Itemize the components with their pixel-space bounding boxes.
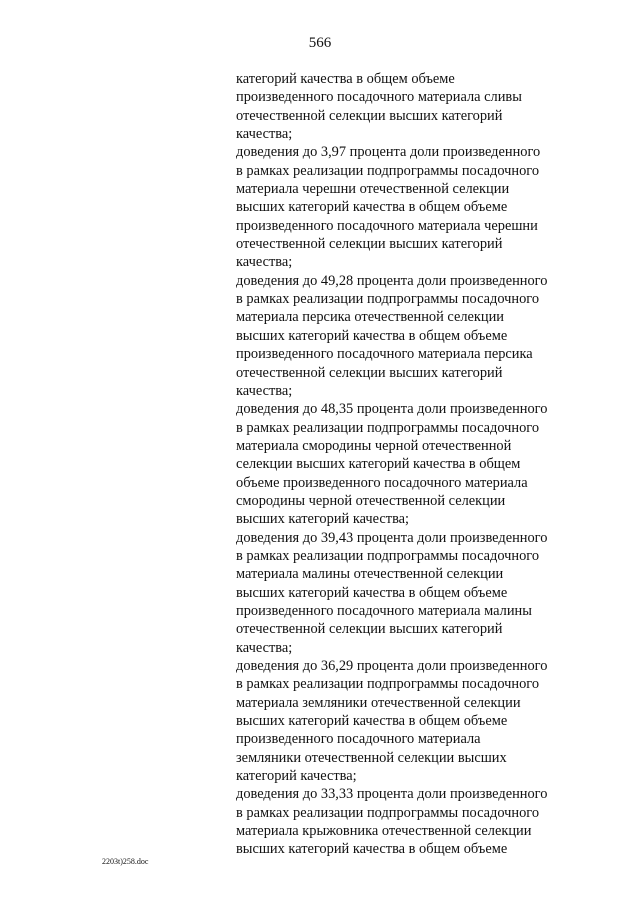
text-line: отечественной селекции высших категорий — [236, 621, 503, 638]
text-line: высших категорий качества в общем объеме — [236, 584, 508, 601]
text-line: материала персика отечественной селекции — [236, 309, 504, 326]
text-line: земляники отечественной селекции высших — [236, 749, 507, 766]
text-line: в рамках реализации подпрограммы посадочного — [236, 547, 540, 564]
text-line: высших категорий качества; — [236, 511, 410, 528]
text-line: высших категорий качества в общем объеме — [236, 841, 508, 858]
text-line: произведенного посадочного материала сливы — [236, 89, 522, 106]
text-line: категорий качества; — [236, 768, 357, 785]
text-line: произведенного посадочного материала малины — [236, 602, 532, 619]
text-line: материала малины отечественной селекции — [236, 566, 504, 583]
text-line: доведения до 39,43 процента доли произведенного — [236, 529, 548, 546]
text-line: в рамках реализации подпрограммы посадочного — [236, 676, 540, 693]
text-line: доведения до 49,28 процента доли произведенного — [236, 272, 548, 289]
text-line: в рамках реализации подпрограммы посадочного — [236, 291, 540, 308]
text-line: материала смородины черной отечественной — [236, 437, 512, 454]
text-line: материала крыжовника отечественной селекции — [236, 823, 532, 840]
page-number: 566 — [308, 35, 332, 51]
text-line: доведения до 3,97 процента доли произведенного — [236, 144, 541, 161]
footer-document-id: 2203t)258.doc — [102, 857, 149, 866]
text-line: отечественной селекции высших категорий — [236, 236, 503, 253]
text-line: объеме произведенного посадочного материала — [236, 474, 528, 491]
text-line: материала земляники отечественной селекции — [236, 694, 521, 711]
text-line: доведения до 48,35 процента доли произведенного — [236, 401, 548, 418]
text-line: материала черешни отечественной селекции — [236, 181, 510, 198]
document-body — [236, 70, 581, 859]
text-line: в рамках реализации подпрограммы посадочного — [236, 804, 540, 821]
text-line: высших категорий качества в общем объеме — [236, 327, 508, 344]
text-line: качества; — [236, 126, 293, 143]
text-line: качества; — [236, 382, 293, 399]
text-line: в рамках реализации подпрограммы посадочного — [236, 419, 540, 436]
text-line: отечественной селекции высших категорий — [236, 107, 503, 124]
text-line: произведенного посадочного материала черешни — [236, 217, 538, 234]
text-line: доведения до 33,33 процента доли произведенного — [236, 786, 548, 803]
text-line: качества; — [236, 639, 293, 656]
text-line: высших категорий качества в общем объеме — [236, 713, 508, 730]
text-line: произведенного посадочного материала персика — [236, 346, 533, 363]
text-line: доведения до 36,29 процента доли произведенного — [236, 658, 548, 674]
text-line: смородины черной отечественной селекции — [236, 492, 506, 509]
text-line: качества; — [236, 254, 293, 271]
text-line: категорий качества в общем объеме — [236, 71, 455, 87]
text-line: отечественной селекции высших категорий — [236, 364, 503, 381]
text-line: произведенного посадочного материала — [236, 731, 481, 748]
text-line: селекции высших категорий качества в общем — [236, 456, 521, 473]
text-line: в рамках реализации подпрограммы посадочного — [236, 162, 540, 179]
text-line: высших категорий качества в общем объеме — [236, 199, 508, 216]
